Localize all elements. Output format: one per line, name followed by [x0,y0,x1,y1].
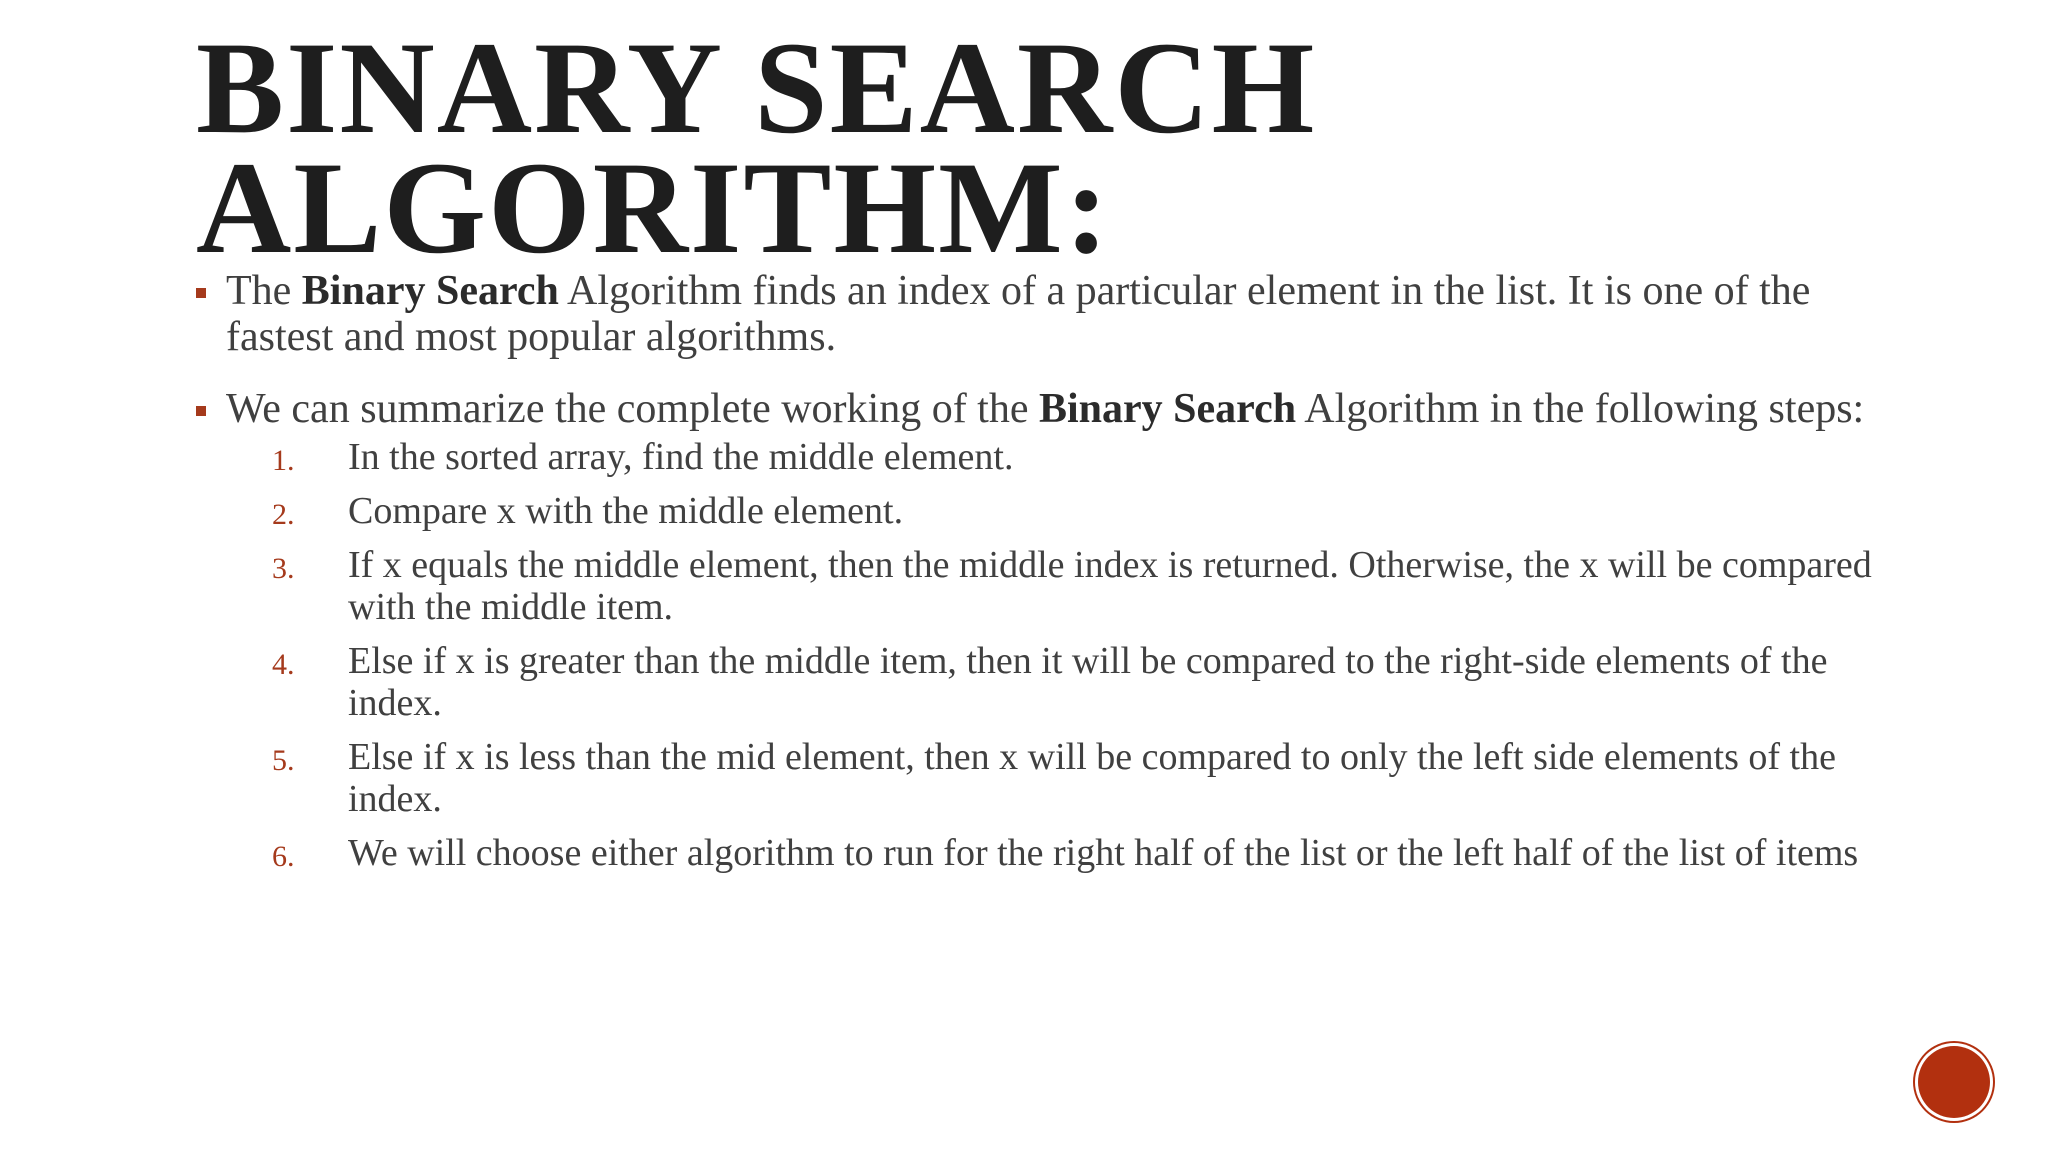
bullet-item [196,268,1896,360]
title-line-1: BINARY SEARCH [196,14,1317,161]
step-text: Compare x with the middle element. [348,490,904,532]
slide-nav-circle-icon[interactable] [1918,1046,1990,1118]
steps-list [226,436,1896,874]
step-number: 4. [272,648,295,681]
list-item [226,436,1896,478]
step-text: If x equals the middle element, then the middle index is returned. Otherwise, the x will be compared with the middle item. [348,544,1872,628]
list-item [226,832,1896,874]
step-number: 5. [272,744,295,777]
step-text: We will choose either algorithm to run for the right half of the list or the left half of the list of items [348,832,1859,874]
step-text: Else if x is less than the mid element, then x will be compared to only the left side elements of the index. [348,736,1836,820]
title-line-2: ALGORITHM: [196,134,1111,281]
slide-content [196,268,1896,886]
bullet-square-icon [196,288,206,298]
bullet-text-bold: Binary Search [301,268,559,314]
step-number: 3. [272,552,295,585]
list-item [226,490,1896,532]
bullet-text-post: Algorithm finds an index of a particular element in the list. It is one of the fastest and most popular algorithms. [226,268,1811,360]
list-item [226,544,1896,628]
list-item [226,640,1896,724]
bullet-text-pre: The [226,268,302,314]
step-text: In the sorted array, find the middle element. [348,436,1014,478]
step-text: Else if x is greater than the middle item, then it will be compared to the right-side elements of the index. [348,640,1828,724]
bullet-text-post: Algorithm in the following steps: [1296,386,1865,432]
step-number: 6. [272,840,295,873]
bullet-text-bold: Binary Search [1039,386,1297,432]
list-item [226,736,1896,820]
bullet-text-pre: We can summarize the complete working of the [226,386,1039,432]
slide-title [196,14,1696,281]
bullet-item [196,386,1896,874]
bullet-square-icon [196,406,206,416]
step-number: 2. [272,498,295,531]
step-number: 1. [272,444,295,477]
